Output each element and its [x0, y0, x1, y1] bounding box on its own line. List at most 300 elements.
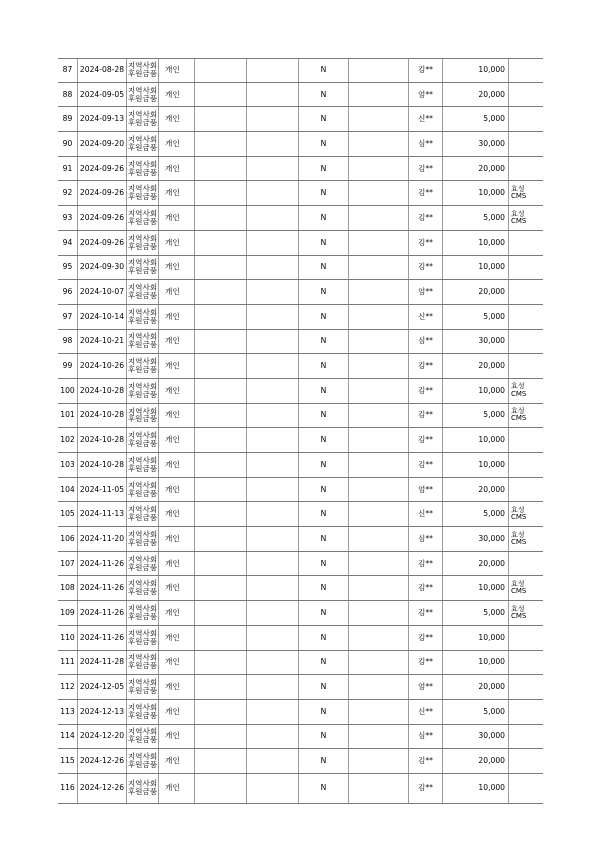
row-date: 2024-11-26 [78, 576, 127, 600]
row-empty-cell [247, 59, 299, 82]
table-row [58, 404, 543, 429]
note-line1: 효성 [511, 579, 525, 588]
note-line2: CMS [511, 192, 527, 201]
row-donation-type [127, 552, 159, 576]
row-number: 101 [58, 404, 78, 428]
row-flag: N [299, 206, 349, 230]
row-empty-cell [349, 749, 409, 773]
row-number: 108 [58, 576, 78, 600]
row-empty-cell [247, 774, 299, 803]
donation-type-line2: 후원금품 [127, 787, 158, 797]
row-donor-kind: 개인 [159, 231, 195, 255]
table-row [58, 700, 543, 725]
row-donation-type [127, 280, 159, 304]
row-empty-cell [247, 231, 299, 255]
note-line1: 효성 [511, 407, 525, 416]
row-donor-kind: 개인 [159, 256, 195, 280]
row-donation-type [127, 749, 159, 773]
row-donor-name: 김** [409, 206, 443, 230]
row-donor-kind: 개인 [159, 330, 195, 354]
row-donor-name: 엄** [409, 83, 443, 107]
row-date: 2024-10-28 [78, 428, 127, 452]
row-empty-cell [349, 231, 409, 255]
row-empty-cell [349, 502, 409, 526]
note-line1: 효성 [511, 184, 525, 193]
row-donation-type [127, 725, 159, 749]
donation-type-line1: 지역사회 [127, 332, 158, 342]
row-empty-cell [349, 354, 409, 378]
row-note [509, 774, 543, 803]
donation-type-line2: 후원금품 [127, 142, 158, 152]
donation-type-line2: 후원금품 [127, 611, 158, 621]
row-donation-type [127, 651, 159, 675]
row-amount: 10,000 [443, 453, 509, 477]
table-row [58, 58, 543, 83]
row-donor-name: 엄** [409, 478, 443, 502]
note-line2: CMS [511, 513, 527, 522]
row-amount: 10,000 [443, 651, 509, 675]
row-number: 94 [58, 231, 78, 255]
row-donor-kind: 개인 [159, 601, 195, 625]
row-amount: 10,000 [443, 379, 509, 403]
row-flag: N [299, 305, 349, 329]
row-empty-cell [247, 502, 299, 526]
table-row [58, 428, 543, 453]
donation-type-line2: 후원금품 [127, 315, 158, 325]
table-row [58, 502, 543, 527]
row-donor-kind: 개인 [159, 404, 195, 428]
table-row [58, 132, 543, 157]
row-date: 2024-09-26 [78, 231, 127, 255]
table-row [58, 774, 543, 804]
row-empty-cell [195, 675, 247, 699]
row-empty-cell [195, 774, 247, 803]
row-note [509, 280, 543, 304]
donation-type-line2: 후원금품 [127, 192, 158, 202]
donation-type-line1: 지역사회 [127, 554, 158, 564]
row-flag: N [299, 601, 349, 625]
row-number: 90 [58, 132, 78, 156]
table-row [58, 231, 543, 256]
row-donation-type [127, 379, 159, 403]
row-flag: N [299, 527, 349, 551]
row-empty-cell [349, 107, 409, 131]
row-empty-cell [247, 256, 299, 280]
table-row [58, 626, 543, 651]
row-number: 91 [58, 157, 78, 181]
row-date: 2024-12-26 [78, 774, 127, 803]
note-line1: 효성 [511, 530, 525, 539]
row-note [509, 107, 543, 131]
row-donation-type [127, 502, 159, 526]
row-donation-type [127, 576, 159, 600]
row-flag: N [299, 651, 349, 675]
row-empty-cell [195, 478, 247, 502]
row-empty-cell [247, 700, 299, 724]
row-note [509, 181, 543, 205]
donation-type-line1: 지역사회 [127, 159, 158, 169]
row-number: 111 [58, 651, 78, 675]
row-note [509, 354, 543, 378]
row-donor-name: 엄** [409, 675, 443, 699]
note-line2: CMS [511, 611, 527, 620]
row-flag: N [299, 626, 349, 650]
row-donor-kind: 개인 [159, 749, 195, 773]
table-row [58, 601, 543, 626]
row-date: 2024-09-13 [78, 107, 127, 131]
row-amount: 20,000 [443, 749, 509, 773]
row-donor-name: 김** [409, 774, 443, 803]
donation-type-line1: 지역사회 [127, 134, 158, 144]
row-donation-type [127, 700, 159, 724]
row-empty-cell [349, 59, 409, 82]
table-row [58, 305, 543, 330]
table-row [58, 675, 543, 700]
row-flag: N [299, 478, 349, 502]
donation-type-line1: 지역사회 [127, 406, 158, 416]
row-date: 2024-09-26 [78, 181, 127, 205]
table-row [58, 651, 543, 676]
row-note [509, 552, 543, 576]
row-amount: 20,000 [443, 280, 509, 304]
donation-type-line2: 후원금품 [127, 735, 158, 745]
row-amount: 5,000 [443, 206, 509, 230]
row-number: 104 [58, 478, 78, 502]
row-flag: N [299, 700, 349, 724]
row-donor-name: 김** [409, 404, 443, 428]
row-empty-cell [247, 280, 299, 304]
row-empty-cell [247, 626, 299, 650]
row-donation-type [127, 132, 159, 156]
row-donation-type [127, 206, 159, 230]
row-flag: N [299, 157, 349, 181]
donation-type-line1: 지역사회 [127, 184, 158, 194]
row-empty-cell [195, 330, 247, 354]
row-empty-cell [247, 379, 299, 403]
row-number: 100 [58, 379, 78, 403]
row-amount: 5,000 [443, 107, 509, 131]
row-empty-cell [195, 157, 247, 181]
row-number: 110 [58, 626, 78, 650]
row-donation-type [127, 83, 159, 107]
row-donor-kind: 개인 [159, 478, 195, 502]
row-number: 106 [58, 527, 78, 551]
donation-type-line2: 후원금품 [127, 537, 158, 547]
row-empty-cell [349, 404, 409, 428]
row-date: 2024-09-20 [78, 132, 127, 156]
row-date: 2024-12-05 [78, 675, 127, 699]
row-donor-name: 김** [409, 157, 443, 181]
row-donor-kind: 개인 [159, 725, 195, 749]
row-date: 2024-10-28 [78, 404, 127, 428]
row-number: 95 [58, 256, 78, 280]
row-donor-name: 신** [409, 305, 443, 329]
donation-type-line2: 후원금품 [127, 365, 158, 375]
row-donor-kind: 개인 [159, 576, 195, 600]
row-donation-type [127, 675, 159, 699]
row-flag: N [299, 354, 349, 378]
row-number: 105 [58, 502, 78, 526]
row-empty-cell [195, 453, 247, 477]
row-empty-cell [195, 83, 247, 107]
row-donor-name: 신** [409, 107, 443, 131]
row-donor-kind: 개인 [159, 774, 195, 803]
row-note [509, 725, 543, 749]
table-row [58, 379, 543, 404]
row-amount: 10,000 [443, 774, 509, 803]
row-note [509, 453, 543, 477]
row-date: 2024-11-26 [78, 626, 127, 650]
row-date: 2024-11-13 [78, 502, 127, 526]
row-empty-cell [247, 181, 299, 205]
row-empty-cell [195, 379, 247, 403]
row-empty-cell [349, 651, 409, 675]
row-number: 89 [58, 107, 78, 131]
row-date: 2024-10-26 [78, 354, 127, 378]
row-empty-cell [349, 675, 409, 699]
row-empty-cell [195, 700, 247, 724]
row-note [509, 601, 543, 625]
row-empty-cell [195, 231, 247, 255]
row-donor-name: 김** [409, 552, 443, 576]
row-empty-cell [195, 428, 247, 452]
donation-type-line2: 후원금품 [127, 167, 158, 177]
row-empty-cell [195, 552, 247, 576]
table-row [58, 576, 543, 601]
row-donation-type [127, 626, 159, 650]
row-date: 2024-10-14 [78, 305, 127, 329]
row-empty-cell [195, 502, 247, 526]
row-flag: N [299, 256, 349, 280]
row-date: 2024-12-20 [78, 725, 127, 749]
row-date: 2024-09-26 [78, 157, 127, 181]
row-donor-name: 김** [409, 231, 443, 255]
row-flag: N [299, 83, 349, 107]
row-empty-cell [349, 552, 409, 576]
row-empty-cell [349, 379, 409, 403]
row-empty-cell [349, 256, 409, 280]
row-note [509, 330, 543, 354]
row-flag: N [299, 675, 349, 699]
note-line2: CMS [511, 216, 527, 225]
row-flag: N [299, 774, 349, 803]
note-line1: 효성 [511, 382, 525, 391]
row-donor-name: 신** [409, 502, 443, 526]
row-donor-kind: 개인 [159, 626, 195, 650]
row-flag: N [299, 379, 349, 403]
row-note [509, 83, 543, 107]
row-donation-type [127, 256, 159, 280]
row-number: 99 [58, 354, 78, 378]
row-flag: N [299, 231, 349, 255]
row-empty-cell [247, 749, 299, 773]
row-donor-name: 김** [409, 453, 443, 477]
table-row [58, 552, 543, 577]
donation-type-line1: 지역사회 [127, 307, 158, 317]
table-row [58, 749, 543, 774]
row-note [509, 231, 543, 255]
donation-type-line2: 후원금품 [127, 340, 158, 350]
donation-type-line2: 후원금품 [127, 513, 158, 523]
row-note [509, 675, 543, 699]
note-line2: CMS [511, 414, 527, 423]
row-number: 109 [58, 601, 78, 625]
row-note [509, 576, 543, 600]
row-empty-cell [195, 651, 247, 675]
table-row [58, 280, 543, 305]
table-row [58, 354, 543, 379]
note-line2: CMS [511, 537, 527, 546]
row-donor-name: 심** [409, 527, 443, 551]
row-empty-cell [349, 478, 409, 502]
row-donor-kind: 개인 [159, 59, 195, 82]
row-donor-name: 김** [409, 59, 443, 82]
row-donor-kind: 개인 [159, 181, 195, 205]
row-amount: 5,000 [443, 601, 509, 625]
row-empty-cell [247, 478, 299, 502]
row-amount: 5,000 [443, 404, 509, 428]
donation-type-line2: 후원금품 [127, 216, 158, 226]
row-donor-name: 심** [409, 330, 443, 354]
row-donation-type [127, 305, 159, 329]
row-flag: N [299, 330, 349, 354]
row-number: 103 [58, 453, 78, 477]
row-amount: 20,000 [443, 552, 509, 576]
table-row [58, 453, 543, 478]
row-empty-cell [195, 59, 247, 82]
row-donation-type [127, 527, 159, 551]
row-date: 2024-11-28 [78, 651, 127, 675]
donation-type-line2: 후원금품 [127, 661, 158, 671]
row-amount: 20,000 [443, 157, 509, 181]
row-empty-cell [247, 132, 299, 156]
row-amount: 30,000 [443, 132, 509, 156]
row-empty-cell [247, 675, 299, 699]
row-flag: N [299, 453, 349, 477]
donation-type-line2: 후원금품 [127, 439, 158, 449]
row-flag: N [299, 181, 349, 205]
donation-type-line1: 지역사회 [127, 678, 158, 688]
row-date: 2024-08-28 [78, 59, 127, 82]
donation-type-line1: 지역사회 [127, 653, 158, 663]
row-empty-cell [195, 576, 247, 600]
row-amount: 10,000 [443, 576, 509, 600]
table-row [58, 527, 543, 552]
row-donor-name: 김** [409, 181, 443, 205]
donation-type-line2: 후원금품 [127, 463, 158, 473]
row-empty-cell [195, 132, 247, 156]
row-date: 2024-10-21 [78, 330, 127, 354]
row-number: 92 [58, 181, 78, 205]
row-number: 102 [58, 428, 78, 452]
row-donation-type [127, 354, 159, 378]
note-line1: 효성 [511, 604, 525, 613]
row-donor-name: 김** [409, 256, 443, 280]
row-note [509, 157, 543, 181]
note-line2: CMS [511, 389, 527, 398]
row-donor-kind: 개인 [159, 354, 195, 378]
donation-type-line2: 후원금품 [127, 414, 158, 424]
row-amount: 5,000 [443, 305, 509, 329]
table-row [58, 478, 543, 503]
row-note [509, 59, 543, 82]
row-empty-cell [195, 206, 247, 230]
row-empty-cell [349, 181, 409, 205]
donation-type-line2: 후원금품 [127, 488, 158, 498]
row-empty-cell [349, 774, 409, 803]
row-empty-cell [195, 749, 247, 773]
table-row [58, 157, 543, 182]
row-empty-cell [247, 157, 299, 181]
row-empty-cell [349, 453, 409, 477]
donation-type-line2: 후원금품 [127, 686, 158, 696]
row-number: 113 [58, 700, 78, 724]
row-flag: N [299, 132, 349, 156]
table-row [58, 330, 543, 355]
row-donor-name: 김** [409, 651, 443, 675]
donation-type-line1: 지역사회 [127, 604, 158, 613]
row-note [509, 651, 543, 675]
row-flag: N [299, 749, 349, 773]
row-donor-kind: 개인 [159, 502, 195, 526]
row-empty-cell [349, 527, 409, 551]
row-donation-type [127, 59, 159, 82]
row-date: 2024-11-05 [78, 478, 127, 502]
row-date: 2024-12-26 [78, 749, 127, 773]
row-donor-name: 심** [409, 725, 443, 749]
row-donor-kind: 개인 [159, 428, 195, 452]
row-donor-kind: 개인 [159, 83, 195, 107]
row-empty-cell [195, 256, 247, 280]
table-row [58, 725, 543, 750]
row-donor-name: 김** [409, 354, 443, 378]
donation-type-line1: 지역사회 [127, 357, 158, 367]
row-donor-name: 김** [409, 428, 443, 452]
donation-type-line1: 지역사회 [127, 455, 158, 465]
row-note [509, 478, 543, 502]
row-empty-cell [349, 83, 409, 107]
row-flag: N [299, 107, 349, 131]
donation-type-line2: 후원금품 [127, 291, 158, 301]
donation-type-line2: 후원금품 [127, 389, 158, 399]
row-donor-name: 김** [409, 626, 443, 650]
row-flag: N [299, 725, 349, 749]
row-empty-cell [349, 305, 409, 329]
row-amount: 20,000 [443, 83, 509, 107]
row-number: 112 [58, 675, 78, 699]
row-date: 2024-10-28 [78, 453, 127, 477]
row-donation-type [127, 157, 159, 181]
row-empty-cell [247, 354, 299, 378]
row-flag: N [299, 428, 349, 452]
donation-type-line1: 지역사회 [127, 628, 158, 638]
donation-type-line2: 후원금품 [127, 562, 158, 572]
row-number: 98 [58, 330, 78, 354]
row-donor-kind: 개인 [159, 379, 195, 403]
row-empty-cell [349, 700, 409, 724]
row-donation-type [127, 774, 159, 803]
row-note [509, 749, 543, 773]
row-donor-kind: 개인 [159, 157, 195, 181]
row-empty-cell [247, 453, 299, 477]
donation-type-line1: 지역사회 [127, 110, 158, 120]
row-empty-cell [195, 725, 247, 749]
row-amount: 30,000 [443, 725, 509, 749]
row-note [509, 379, 543, 403]
row-empty-cell [247, 527, 299, 551]
table-row [58, 256, 543, 281]
donation-type-line1: 지역사회 [127, 283, 158, 293]
